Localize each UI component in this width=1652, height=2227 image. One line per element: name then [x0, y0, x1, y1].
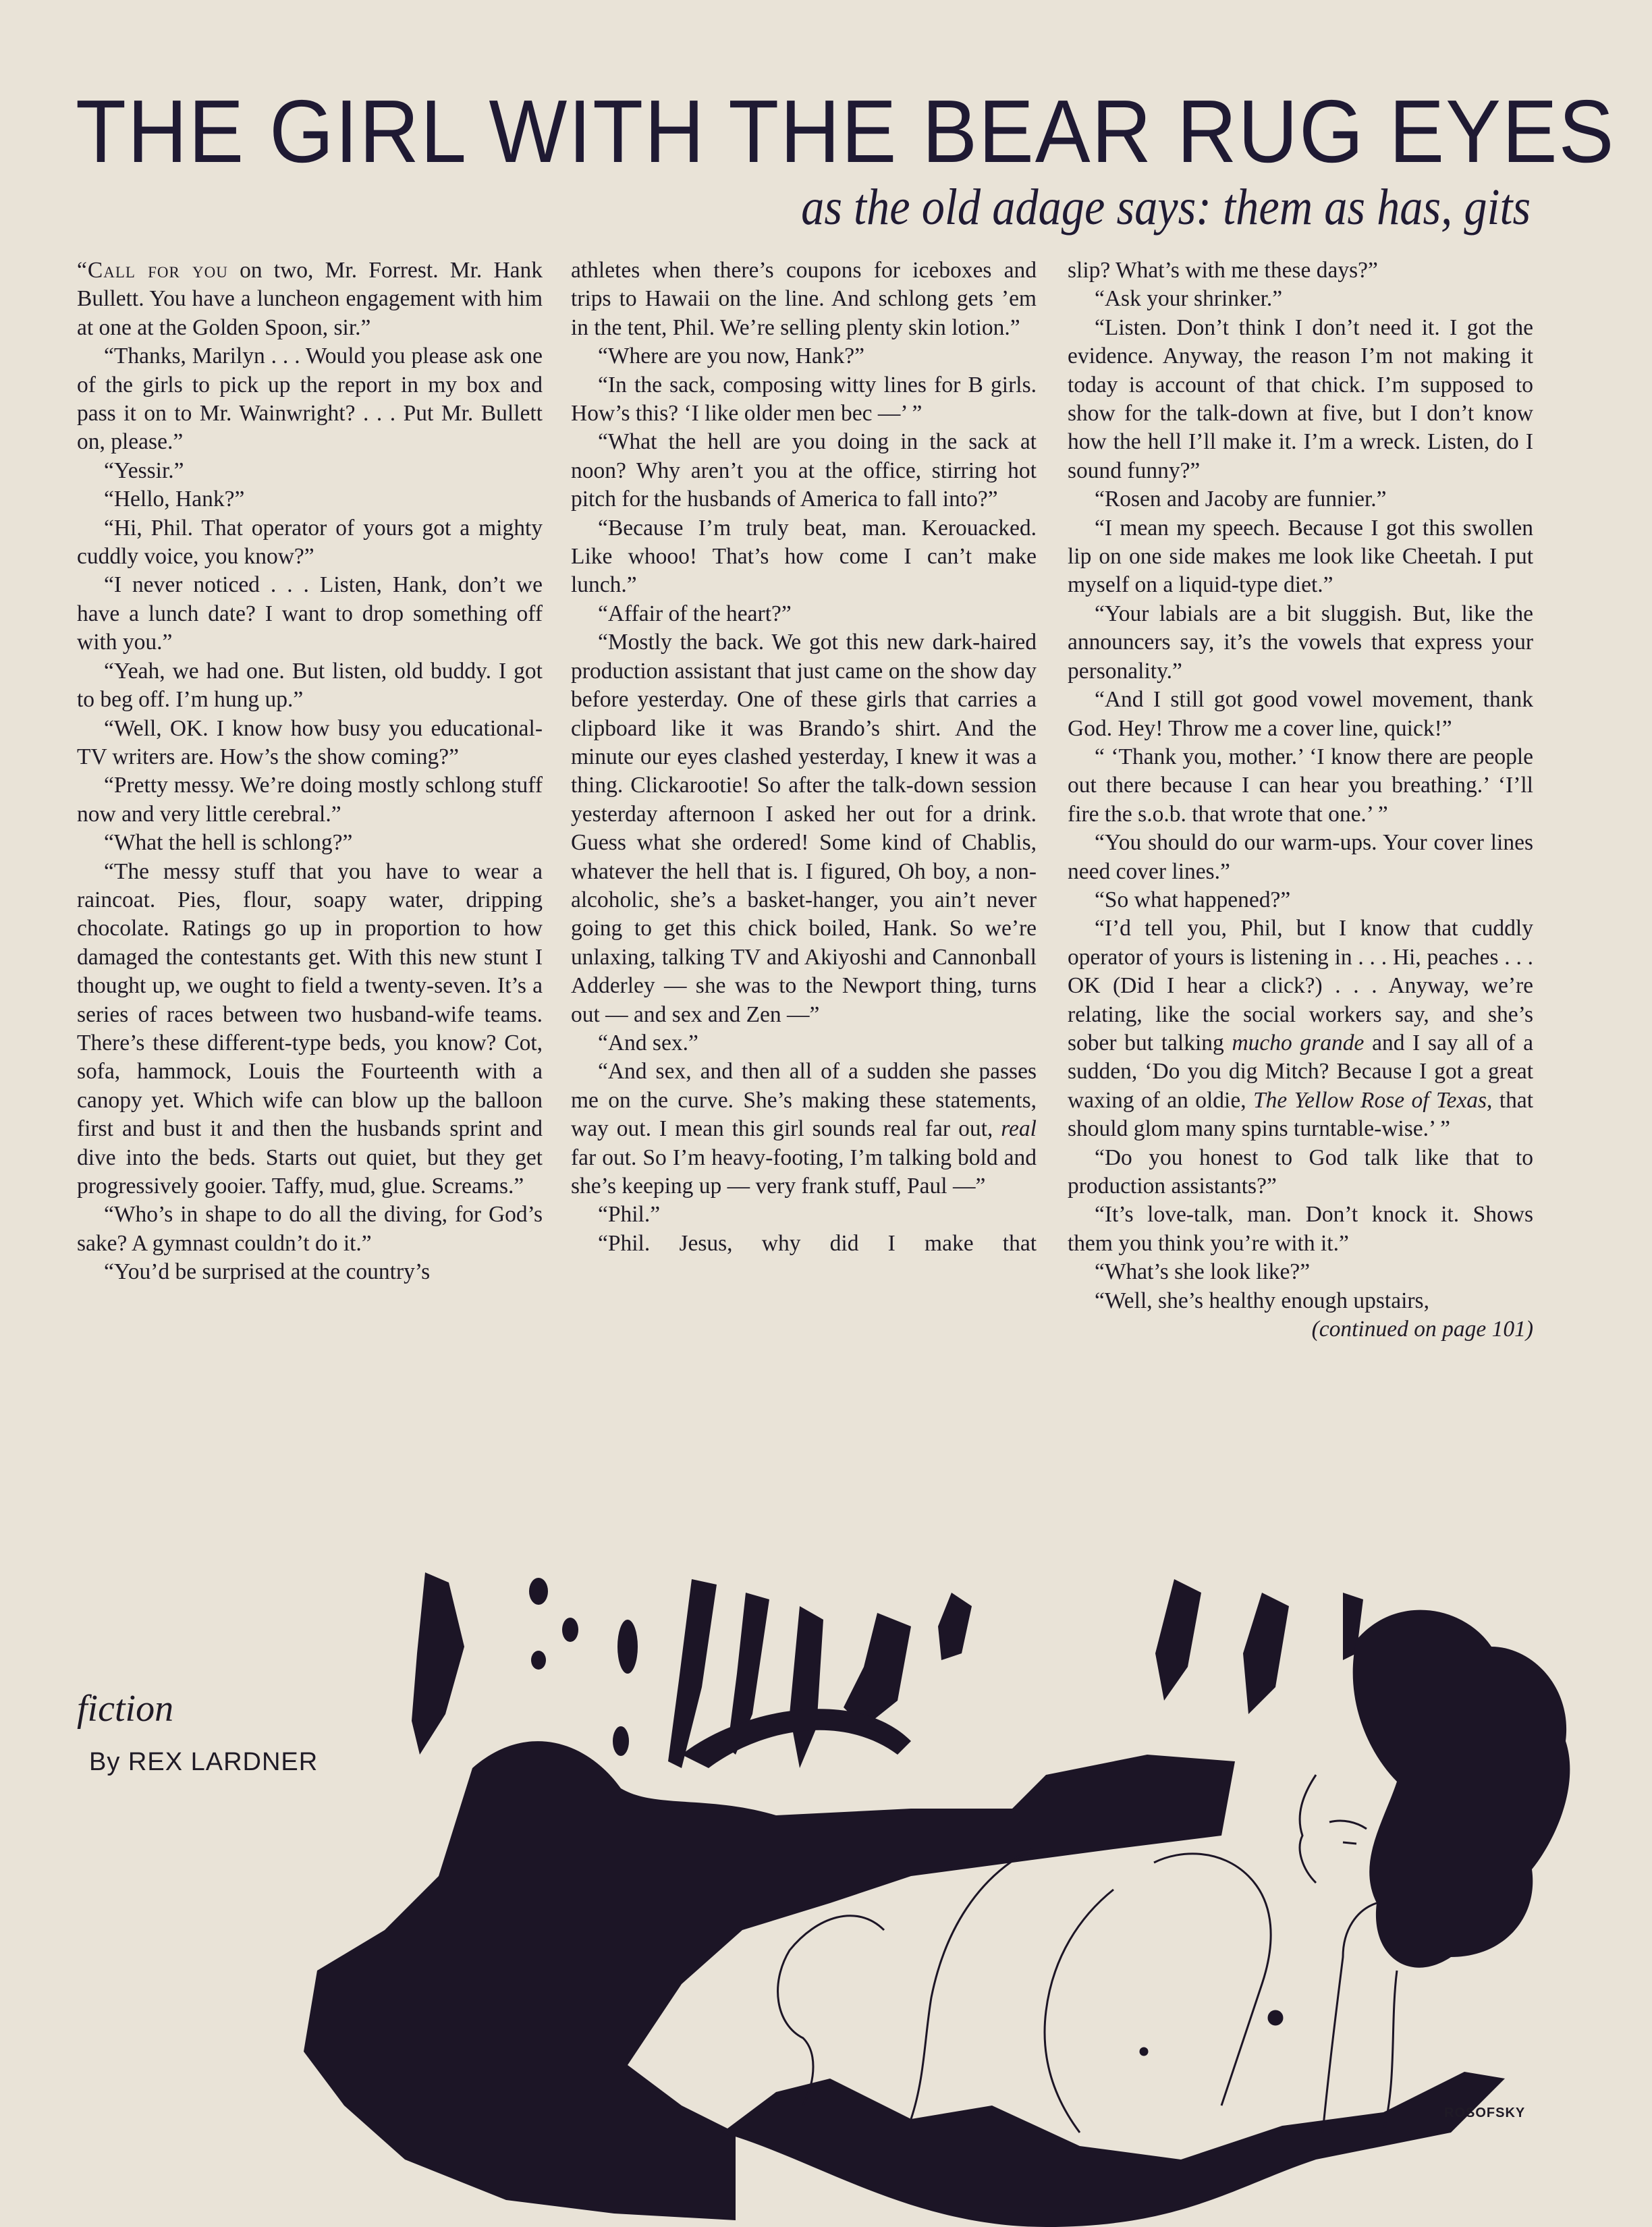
paragraph: “Hi, Phil. That operator of yours got a mighty cuddly voice, you know?” — [77, 515, 543, 570]
paragraph: “And sex, and then all of a sudden she passes me on the curve. She’s making these statements, way out. I mean this girl sounds real far out, real far out. So I’m heavy-footing, I’m talking bold and she’s keeping up — very frank stuff, Paul —” — [571, 1059, 1037, 1199]
emphasis: real — [1001, 1116, 1037, 1142]
paragraph: “Ask your shrinker.” — [1095, 286, 1283, 312]
paragraph: slip? What’s with me these days?” — [1068, 258, 1378, 283]
paragraph: “Listen. Don’t think I don’t need it. I got the evidence. Anyway, the reason I’m not making it today is account of that chick. I’m supposed to show for the talk-down at five, but I don’t know how the hell I’ll make it. I’m a wreck. Listen, do I sound funny?” — [1068, 314, 1533, 483]
paragraph: “In the sack, composing witty lines for B girls. How’s this? ‘I like older men bec —’ ” — [571, 372, 1037, 427]
paragraph: “You’d be surprised at the country’s — [104, 1259, 431, 1285]
continued-note: (continued on page 101) — [1311, 1317, 1533, 1342]
paragraph: “The messy stuff that you have to wear a raincoat. Pies, flour, soapy water, dripping chocolate. Ratings go up in proportion to how damaged the contestants get. With this new stunt I thought up, we ought to field a twenty-seven. It’s a series of races between two husband-wife teams. There’s these different-type beds, you know? Cot, sofa, hammock, Louis the Fourteenth with a canopy yet. Which wife can blow up the balloon first and bust it and then the husbands sprint and dive into the beds. Starts out quiet, but they get progressively gooier. Taffy, mud, glue. Screams.” — [77, 858, 543, 1199]
paragraph: “Do you honest to God talk like that to production assistants?” — [1068, 1145, 1533, 1199]
emphasis: mucho grande — [1232, 1030, 1365, 1055]
paragraph: “What’s she look like?” — [1095, 1259, 1311, 1285]
byline: By REX LARDNER — [89, 1748, 319, 1776]
reclining-figure-illustration — [304, 1552, 1586, 2227]
section-label: fiction — [77, 1688, 174, 1730]
paragraph: “Well, OK. I know how busy you educational-TV writers are. How’s the show coming?” — [77, 715, 543, 769]
article-title: THE GIRL WITH THE BEAR RUG EYES — [76, 82, 1616, 181]
paragraph: “And sex.” — [598, 1030, 698, 1055]
paragraph: “Hello, Hank?” — [104, 487, 245, 512]
paragraph: “What the hell are you doing in the sack at noon? Why aren’t you at the office, stirring hot pitch for the husbands of America to fall into?” — [571, 429, 1037, 512]
paragraph: “I never noticed . . . Listen, Hank, don’t we have a lunch date? I want to drop something off with you.” — [77, 572, 543, 655]
paragraph: “ ‘Thank you, mother.’ ‘I know there are people out there because I can hear you breathing.’ ‘I’ll fire the s.o.b. that wrote that one.’ ” — [1068, 744, 1533, 827]
text-column-2 — [571, 256, 1037, 1258]
paragraph: “I’d tell you, Phil, but I know that cuddly operator of yours is listening in . . . Hi, peaches . . . OK (Did I hear a click?) . . . Anyway, we’re relating, like the social workers say, and she’s sober but talking mucho grande and I say all of a sudden, ‘Do you dig Mitch? Because I got a great waxing of an oldie, The Yellow Rose of Texas, that should glom many spins turntable-wise.’ ” — [1068, 916, 1533, 1142]
paragraph: “Phil. Jesus, why did I make that — [598, 1230, 1037, 1256]
paragraph: “Well, she’s healthy enough upstairs, — [1095, 1288, 1429, 1313]
paragraph: “Yeah, we had one. But listen, old buddy. I got to beg off. I’m hung up.” — [77, 658, 543, 713]
paragraph: “It’s love-talk, man. Don’t knock it. Shows them you think you’re with it.” — [1068, 1202, 1533, 1256]
paragraph: “You should do our warm-ups. Your cover lines need cover lines.” — [1068, 830, 1533, 884]
paragraph: “Call for you on two, Mr. Forrest. Mr. Hank Bullett. You have a luncheon engagement with him at one at the Golden Spoon, sir.” — [77, 258, 543, 340]
lead-in-smallcaps: “Call for you — [77, 258, 228, 283]
paragraph: “Yessir.” — [104, 458, 184, 483]
paragraph: “Affair of the heart?” — [598, 601, 792, 626]
paragraph: “Rosen and Jacoby are funnier.” — [1095, 487, 1387, 512]
paragraph: athletes when there’s coupons for iceboxes and trips to Hawaii on the line. And schlong gets ’em in the tent, Phil. We’re selling plenty skin lotion.” — [571, 258, 1037, 340]
paragraph: “Phil.” — [598, 1202, 661, 1228]
text-column-1 — [77, 256, 543, 1287]
illustration-credit: ROSOFSKY — [1444, 2106, 1526, 2120]
paragraph: “So what happened?” — [1095, 887, 1291, 912]
paragraph: “Thanks, Marilyn . . . Would you please ask one of the girls to pick up the report in my box and pass it on to Mr. Wainwright? . . . Put Mr. Bullett on, please.” — [77, 343, 543, 455]
text-column-3 — [1068, 256, 1533, 1344]
paragraph: “Your labials are a bit sluggish. But, like the announcers say, it’s the vowels that express your personality.” — [1068, 601, 1533, 684]
paragraph: “Mostly the back. We got this new dark-haired production assistant that just came on the show day before yesterday. One of these girls that carries a clipboard like it was Brando’s shirt. And the minute our eyes clashed yesterday, I knew it was a thing. Clickarootie! So after the talk-down session yesterday afternoon I asked her out for a drink. Guess what she ordered! Some kind of Chablis, whatever the hell that is. I figured, Oh boy, a non-alcoholic, she’s a basket-hanger, you ain’t never going to get this chick boiled, Hank. So we’re unlaxing, talking TV and Akiyoshi and Cannonball Adderley — she was to the Newport thing, turns out — and sex and Zen —” — [571, 630, 1037, 1027]
paragraph: “Who’s in shape to do all the diving, for God’s sake? A gymnast couldn’t do it.” — [77, 1202, 543, 1256]
paragraph: “Where are you now, Hank?” — [598, 343, 864, 369]
paragraph: “What the hell is schlong?” — [104, 830, 353, 856]
article-subtitle: as the old adage says: them as has, gits — [800, 179, 1531, 236]
paragraph: “I mean my speech. Because I got this swollen lip on one side makes me look like Cheetah. I put myself on a liquid-type diet.” — [1068, 515, 1533, 598]
paragraph: “Pretty messy. We’re doing mostly schlong stuff now and very little cerebral.” — [77, 773, 543, 827]
song-title: The Yellow Rose of Texas — [1252, 1087, 1487, 1113]
paragraph: “And I still got good vowel movement, thank God. Hey! Throw me a cover line, quick!” — [1068, 687, 1533, 741]
paragraph: “Because I’m truly beat, man. Kerouacked. Like whooo! That’s how come I can’t make lunch.” — [571, 515, 1037, 598]
